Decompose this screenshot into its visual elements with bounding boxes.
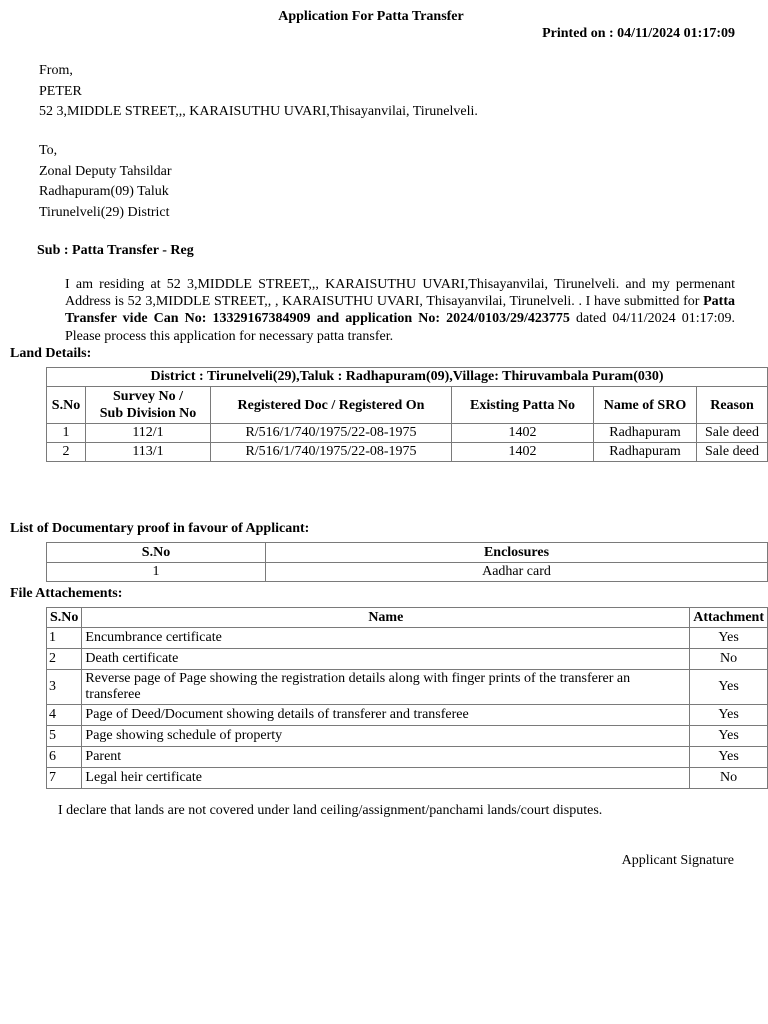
from-label: From,: [39, 63, 73, 78]
col-attachment: Attachment: [690, 608, 768, 628]
cell-attachment: Yes: [690, 670, 768, 705]
cell-registered-doc: R/516/1/740/1975/22-08-1975: [211, 424, 452, 443]
cell-patta-no: 1402: [452, 443, 594, 462]
col-sno: S.No: [47, 543, 266, 563]
district-header: District : Tirunelveli(29),Taluk : Radhapuram(09),Village: Thiruvambala Puram(030): [47, 368, 768, 387]
cell-sno: 2: [47, 649, 82, 670]
col-patta-no: Existing Patta No: [452, 387, 594, 424]
body-text-part2: dated 04/11/2024 01:17:09. Please process this application for necessary patta transfer.: [65, 311, 735, 344]
land-details-label: Land Details:: [10, 346, 92, 361]
col-survey-no-line2: Sub Division No: [99, 406, 197, 421]
from-address-block: [39, 61, 478, 123]
table-row: [47, 628, 768, 649]
cell-patta-no: 1402: [452, 424, 594, 443]
to-address-block: [39, 141, 172, 224]
cell-attachment: Yes: [690, 747, 768, 768]
table-row: [47, 424, 768, 443]
cell-sno: 6: [47, 747, 82, 768]
table-row: [47, 705, 768, 726]
cell-attachment: No: [690, 768, 768, 789]
cell-registered-doc: R/516/1/740/1975/22-08-1975: [211, 443, 452, 462]
table-row: [47, 768, 768, 789]
cell-survey-no: 113/1: [86, 443, 211, 462]
cell-sno: 5: [47, 726, 82, 747]
cell-enclosure: Aadhar card: [266, 563, 768, 582]
land-details-table: [46, 367, 768, 462]
cell-sno: 1: [47, 424, 86, 443]
applicant-address: 52 3,MIDDLE STREET,,, KARAISUTHU UVARI,Thisayanvilai, Tirunelveli.: [39, 104, 478, 120]
cell-sno: 7: [47, 768, 82, 789]
col-sro: Name of SRO: [594, 387, 697, 424]
cell-survey-no: 112/1: [86, 424, 211, 443]
documentary-proof-label: List of Documentary proof in favour of Applicant:: [10, 521, 310, 536]
declaration-text: I declare that lands are not covered under land ceiling/assignment/panchami lands/court disputes.: [58, 803, 603, 818]
table-row: [47, 563, 768, 582]
subject-line: Sub : Patta Transfer - Reg: [37, 243, 194, 258]
table-row: [47, 726, 768, 747]
col-sno: S.No: [47, 387, 86, 424]
applicant-signature-label: Applicant Signature: [621, 853, 734, 868]
cell-sno: 2: [47, 443, 86, 462]
table-row: [47, 649, 768, 670]
body-text-part1: I am residing at 52 3,MIDDLE STREET,,, KARAISUTHU UVARI,Thisayanvilai, Tirunelveli. and my permenant Address is 52 3,MIDDLE STREET,, , KARAISUTHU UVARI, Thisayanvilai, Tirunelveli. . I have submitted for: [65, 277, 735, 310]
body-text-bold: Patta Transfer vide Can No: 13329167384909 and application No: 2024/0103/29/423775: [65, 294, 735, 327]
col-reason: Reason: [697, 387, 768, 424]
cell-sno: 1: [47, 563, 266, 582]
cell-attachment: Yes: [690, 726, 768, 747]
col-survey-no: [86, 387, 211, 424]
documentary-proof-table: [46, 542, 768, 582]
cell-reason: Sale deed: [697, 443, 768, 462]
table-row: [47, 670, 768, 705]
cell-name: Page of Deed/Document showing details of transferer and transferee: [82, 705, 690, 726]
col-name: Name: [82, 608, 690, 628]
cell-sro: Radhapuram: [594, 424, 697, 443]
printed-on-timestamp: Printed on : 04/11/2024 01:17:09: [542, 26, 735, 41]
cell-sno: 3: [47, 670, 82, 705]
col-sno: S.No: [47, 608, 82, 628]
recipient-district: Tirunelveli(29) District: [39, 205, 170, 221]
cell-name: Parent: [82, 747, 690, 768]
col-survey-no-line1: Survey No /: [113, 389, 183, 404]
cell-attachment: No: [690, 649, 768, 670]
cell-attachment: Yes: [690, 628, 768, 649]
file-attachments-label: File Attachements:: [10, 586, 123, 601]
cell-sno: 1: [47, 628, 82, 649]
cell-name: Death certificate: [82, 649, 690, 670]
table-row: [47, 747, 768, 768]
file-attachments-table: [46, 607, 768, 789]
cell-sro: Radhapuram: [594, 443, 697, 462]
to-label: To,: [39, 143, 58, 158]
cell-name: Page showing schedule of property: [82, 726, 690, 747]
cell-name: Reverse page of Page showing the registration details along with finger prints of the transferer an transferee: [82, 670, 690, 705]
cell-name: Legal heir certificate: [82, 768, 690, 789]
recipient-office: Zonal Deputy Tahsildar: [39, 163, 172, 179]
page-title: Application For Patta Transfer: [278, 9, 464, 24]
applicant-name: PETER: [39, 83, 82, 99]
cell-attachment: Yes: [690, 705, 768, 726]
table-row: [47, 443, 768, 462]
cell-sno: 4: [47, 705, 82, 726]
recipient-taluk: Radhapuram(09) Taluk: [39, 184, 169, 200]
cell-name: Encumbrance certificate: [82, 628, 690, 649]
col-enclosures: Enclosures: [266, 543, 768, 563]
cell-reason: Sale deed: [697, 424, 768, 443]
application-body: [65, 276, 735, 345]
col-registered-doc: Registered Doc / Registered On: [211, 387, 452, 424]
